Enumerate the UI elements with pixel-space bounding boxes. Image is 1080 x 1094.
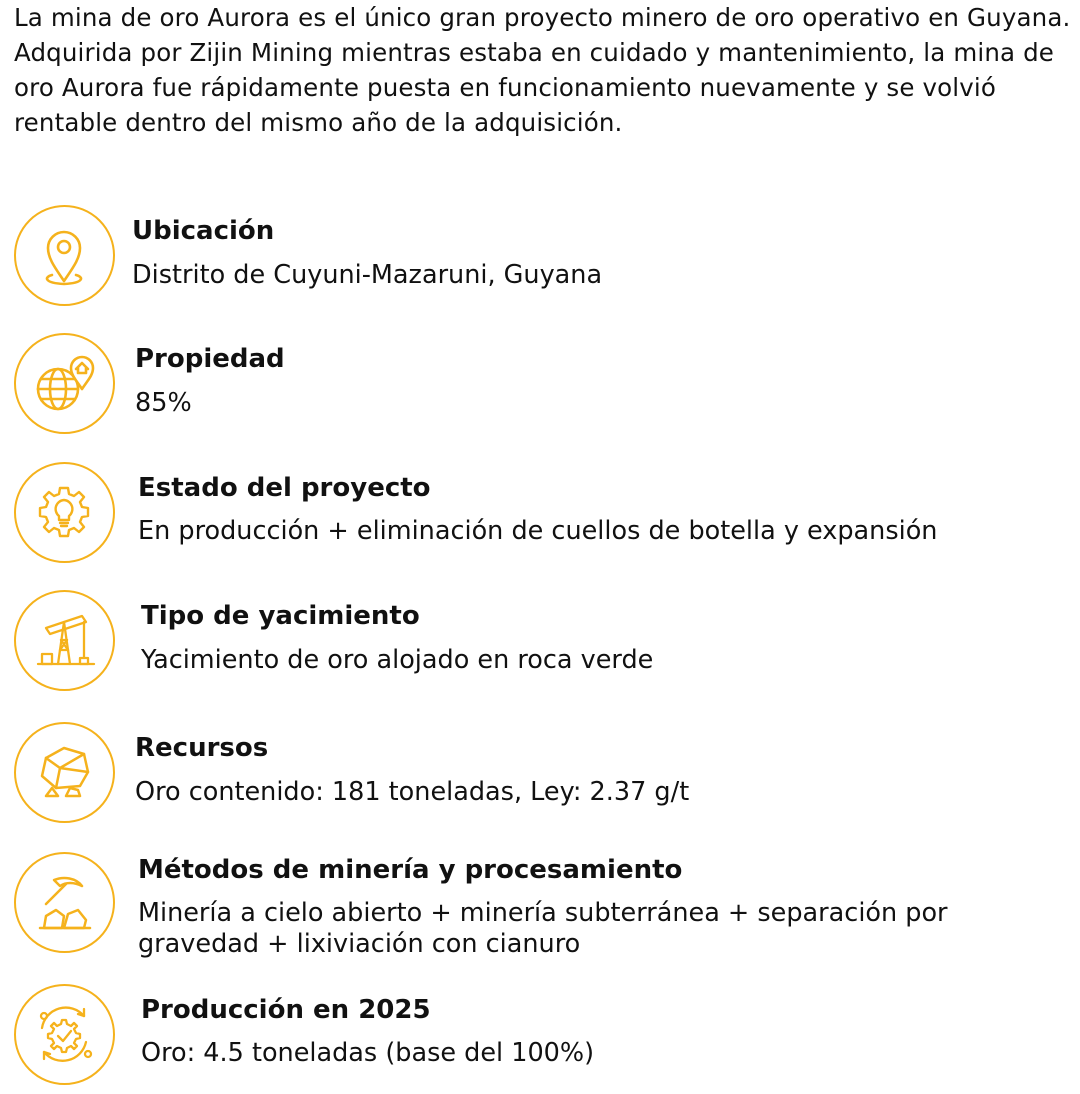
info-item-methods (14, 852, 1074, 962)
info-item-location (14, 205, 1074, 315)
item-label: Propiedad (135, 344, 285, 374)
gear-cycle-check-icon (14, 984, 115, 1085)
item-label: Tipo de yacimiento (141, 601, 420, 631)
item-value: 85% (135, 388, 192, 418)
item-label: Ubicación (132, 216, 275, 246)
intro-paragraph: La mina de oro Aurora es el único gran proyecto minero de oro operativo en Guyana. Adquirida por Zijin Mining mientras estaba en cuidado y mantenimiento, la mina de oro Aurora fue rápidamente puesta en funcionamiento nuevamente y se volvió rentable dentro del mismo año de la adquisición. (14, 3, 1071, 137)
pickaxe-rocks-icon (14, 852, 115, 953)
drilling-rig-icon (14, 590, 115, 691)
location-pin-icon (14, 205, 115, 306)
info-item-deposit-type (14, 590, 1074, 700)
item-value: En producción + eliminación de cuellos de botella y expansión (138, 516, 938, 546)
item-value: Yacimiento de oro alojado en roca verde (141, 645, 654, 675)
item-label: Recursos (135, 733, 269, 763)
item-value: Oro contenido: 181 toneladas, Ley: 2.37 g/t (135, 777, 690, 807)
info-item-project-status (14, 462, 1074, 572)
globe-home-pin-icon (14, 333, 115, 434)
item-value: Oro: 4.5 toneladas (base del 100%) (141, 1038, 595, 1068)
info-item-production (14, 984, 1074, 1094)
info-item-ownership (14, 333, 1074, 443)
gear-lightbulb-icon (14, 462, 115, 563)
item-label: Producción en 2025 (141, 995, 431, 1025)
info-item-resources (14, 722, 1074, 832)
item-value: Minería a cielo abierto + minería subterránea + separación por gravedad + lixiviación con cianuro (138, 898, 948, 959)
ore-rocks-icon (14, 722, 115, 823)
item-label: Métodos de minería y procesamiento (138, 855, 683, 885)
item-label: Estado del proyecto (138, 473, 431, 503)
item-value: Distrito de Cuyuni-Mazaruni, Guyana (132, 260, 603, 290)
